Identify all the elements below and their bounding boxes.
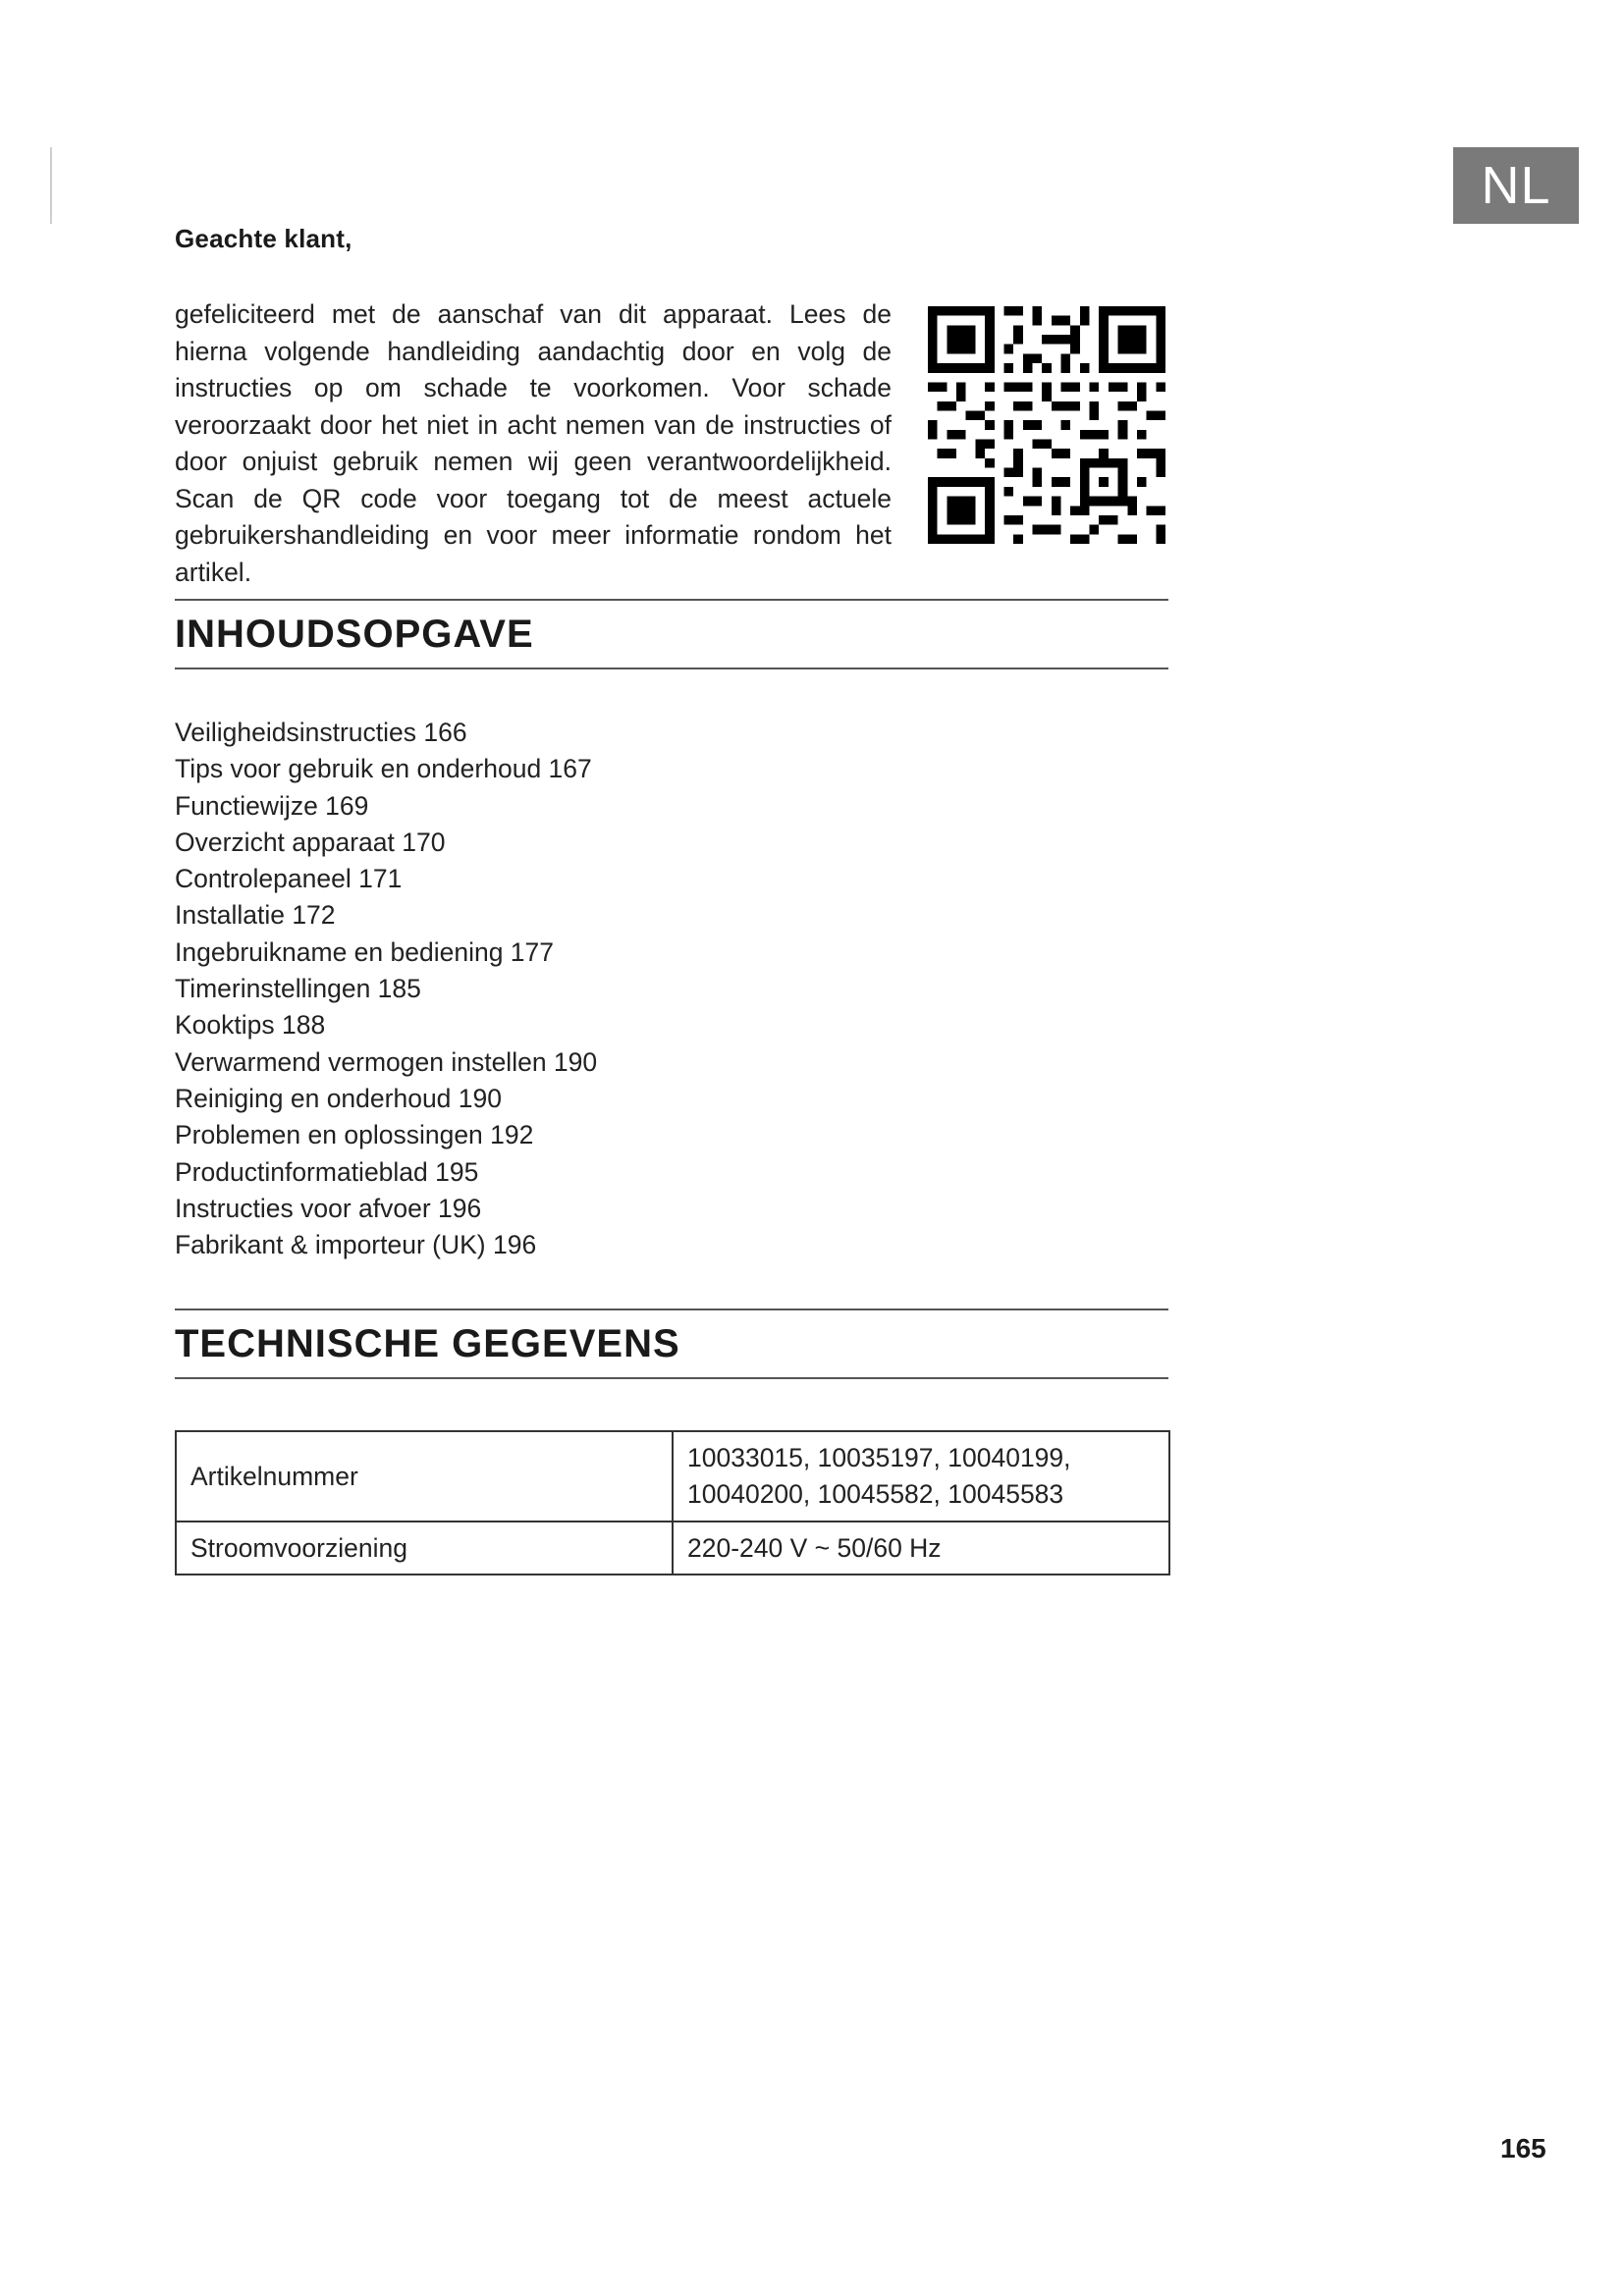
margin-rule — [50, 147, 52, 224]
qr-code-icon[interactable] — [928, 306, 1165, 544]
intro-paragraph: gefeliciteerd met de aanschaf van dit apparaat. Lees de hierna volgende handleiding aandachtig door en volg de instructies op om schade te voorkomen. Voor schade veroorzaakt door het niet in acht nemen van de instructies of door onjuist gebruik nemen wij geen verantwoordelijkheid. Scan de QR code voor toegang tot de meest actuele gebruikershandleiding en voor meer informatie rondom het artikel. — [175, 299, 892, 587]
toc-item[interactable]: Reiniging en onderhoud 190 — [175, 1083, 502, 1113]
article-number-values — [673, 1431, 1169, 1522]
greeting: Geachte klant, — [175, 224, 352, 253]
page-number: 165 — [1500, 2133, 1546, 2163]
toc-section-header — [175, 599, 1168, 669]
toc-item[interactable]: Controlepaneel 171 — [175, 864, 403, 894]
article-number-label: Artikelnummer — [176, 1431, 673, 1522]
toc-item[interactable]: Verwarmend vermogen instellen 190 — [175, 1046, 598, 1077]
toc-item[interactable]: Overzicht apparaat 170 — [175, 827, 446, 857]
toc-item[interactable]: Veiligheidsinstructies 166 — [175, 718, 467, 747]
toc-item[interactable]: Kooktips 188 — [175, 1010, 326, 1041]
toc-item[interactable]: Problemen en oplossingen 192 — [175, 1120, 534, 1150]
article-number-values-line: 10040200, 10045582, 10045583 — [687, 1479, 1064, 1509]
toc-item[interactable]: Fabrikant & importeur (UK) 196 — [175, 1230, 537, 1260]
article-number-values-line: 10033015, 10035197, 10040199, — [687, 1443, 1071, 1472]
toc-item[interactable]: Tips voor gebruik en onderhoud 167 — [175, 754, 592, 784]
table-row — [176, 1522, 1169, 1575]
toc-heading: INHOUDSOPGAVE — [175, 613, 534, 656]
toc-item[interactable]: Timerinstellingen 185 — [175, 974, 421, 1004]
toc-item[interactable]: Ingebruikname en bediening 177 — [175, 936, 555, 967]
power-supply-label: Stroomvoorziening — [176, 1522, 673, 1575]
toc-item[interactable]: Functiewijze 169 — [175, 790, 369, 821]
toc-item[interactable]: Installatie 172 — [175, 900, 336, 931]
specs-table — [175, 1430, 1170, 1575]
toc-item[interactable]: Productinformatieblad 195 — [175, 1156, 479, 1187]
table-row — [176, 1431, 1169, 1522]
power-supply-value: 220-240 V ~ 50/60 Hz — [673, 1522, 1169, 1575]
language-badge: NL — [1453, 147, 1579, 224]
toc-item[interactable]: Instructies voor afvoer 196 — [175, 1193, 482, 1223]
specs-section-header — [175, 1308, 1168, 1379]
toc-list — [175, 715, 597, 1263]
specs-heading: TECHNISCHE GEGEVENS — [175, 1322, 680, 1365]
